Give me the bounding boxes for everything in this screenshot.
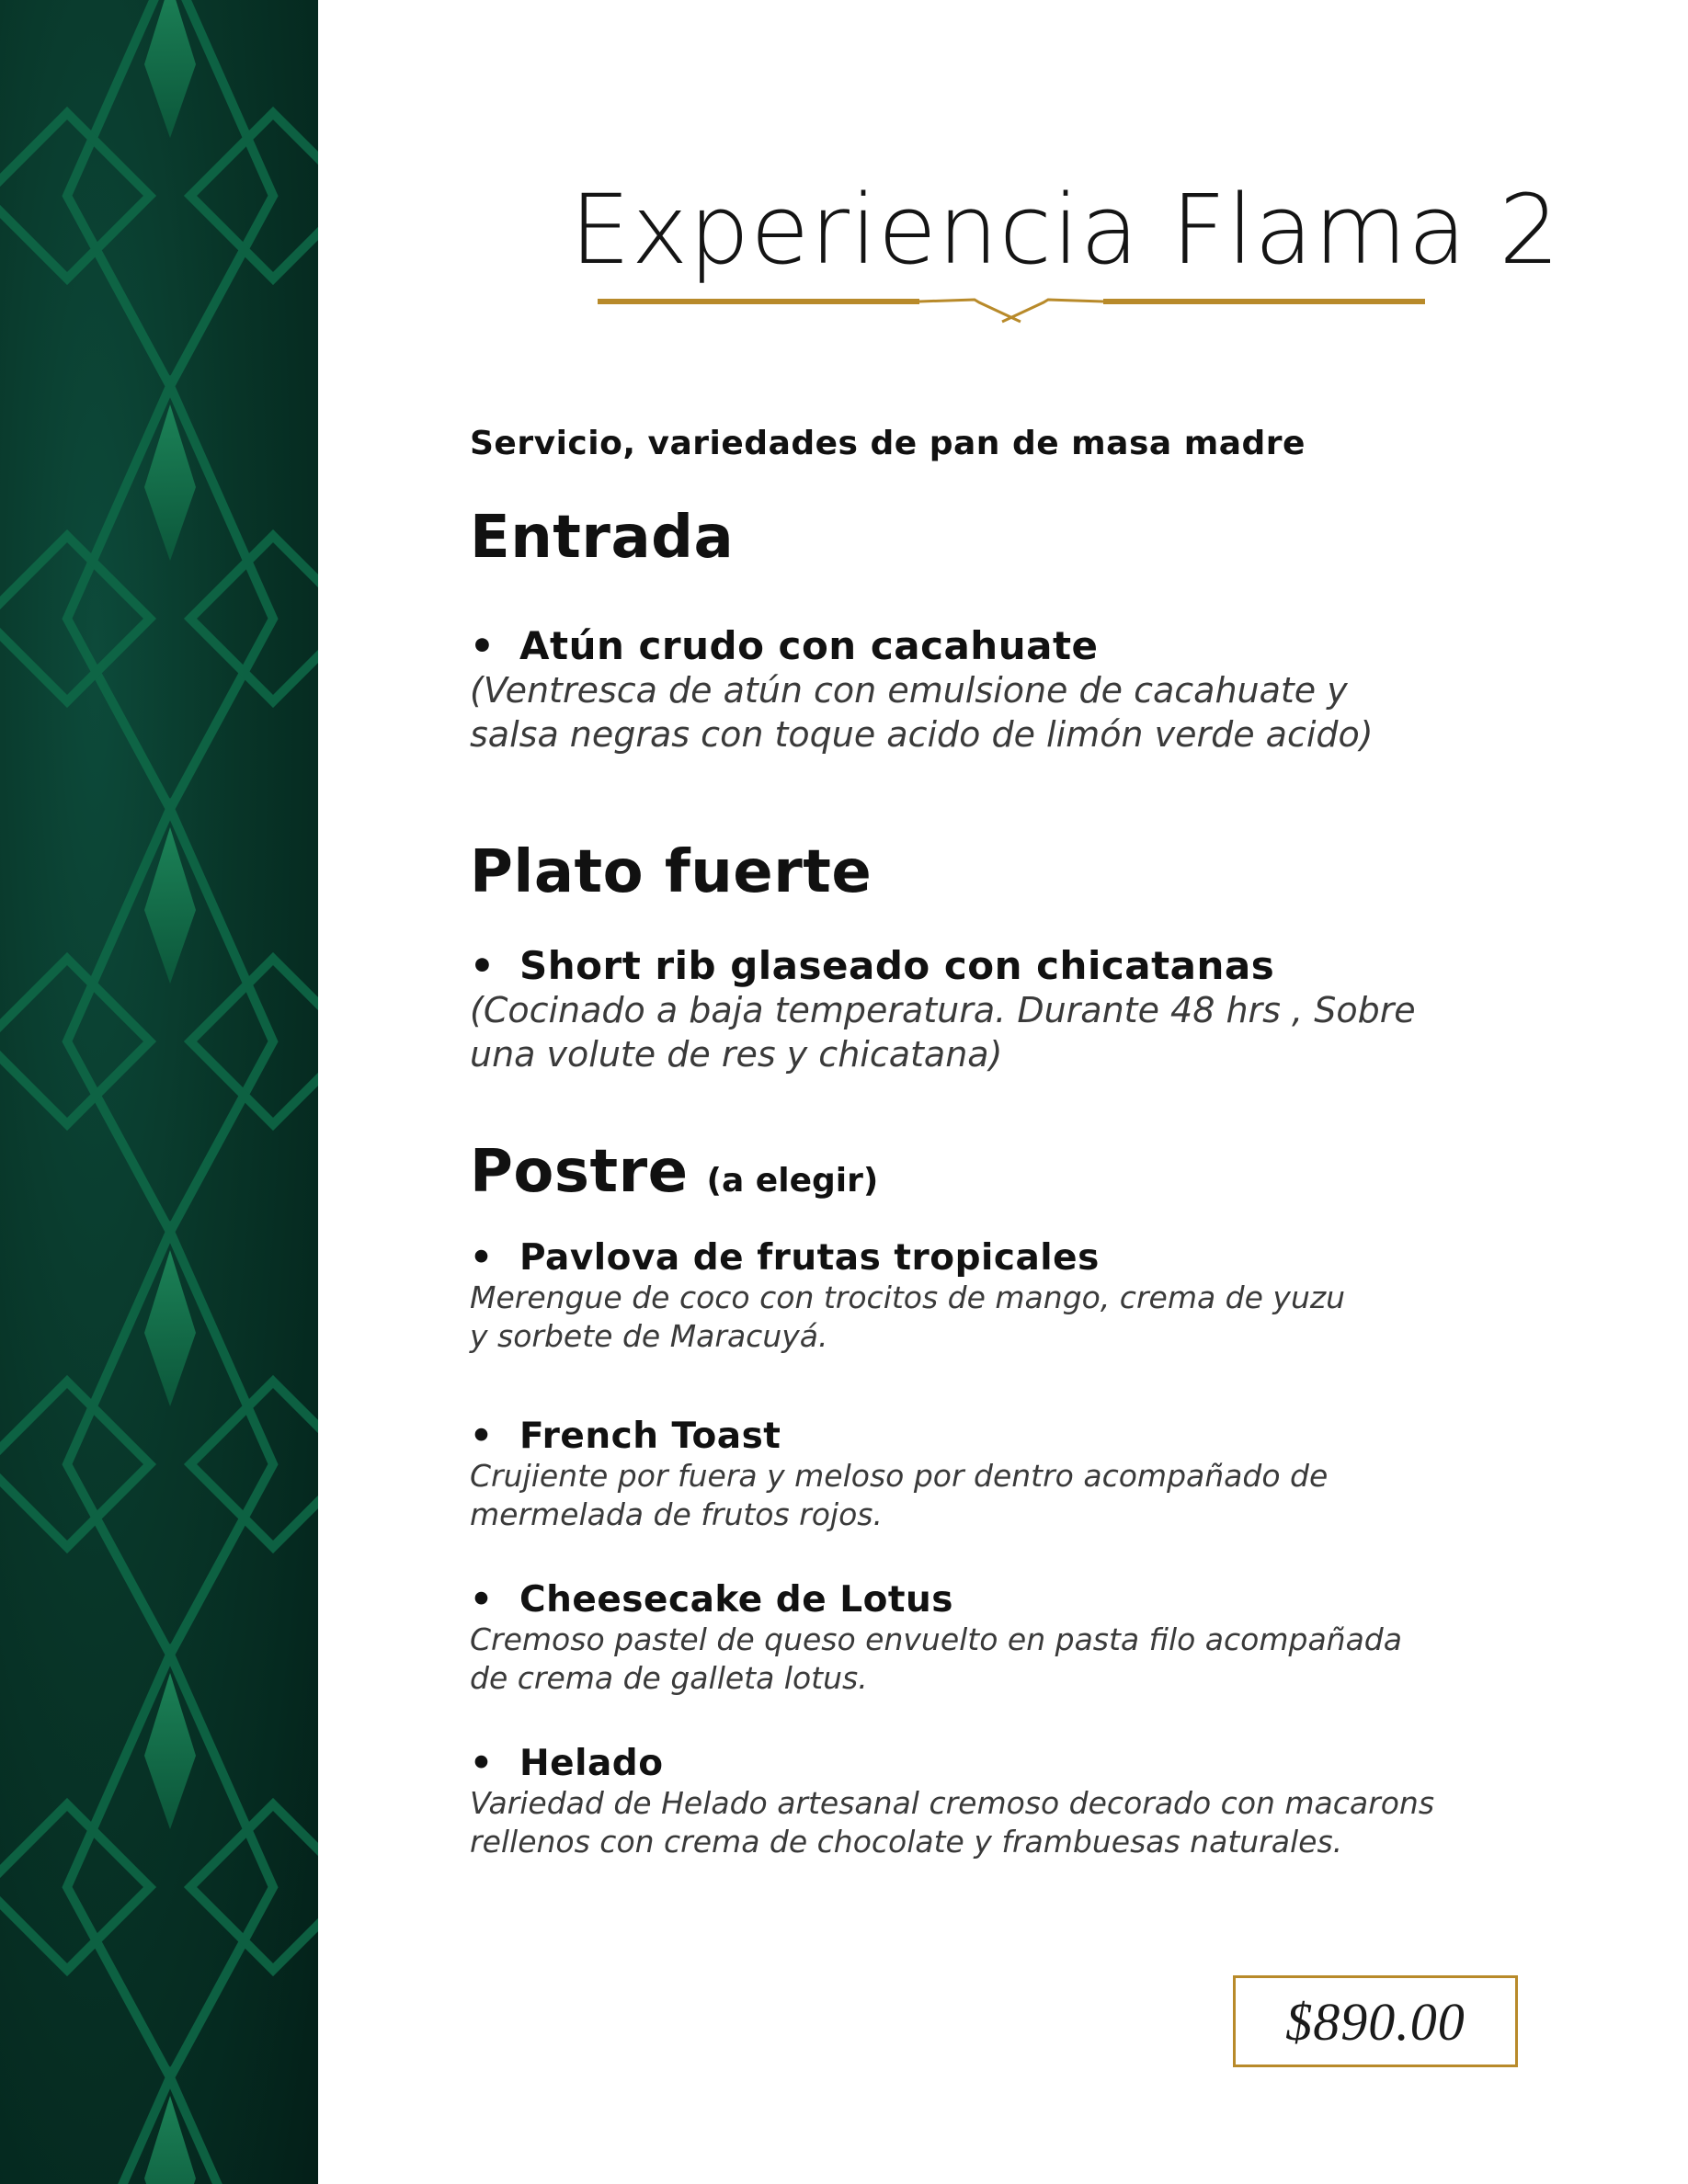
service-note: Servicio, variedades de pan de masa madre [470, 425, 1306, 462]
item-heading [470, 1579, 1481, 1621]
menu-title: Experiencia Flama 2 [570, 174, 1561, 286]
description-line: y sorbete de Maracuyá. [470, 1318, 828, 1354]
title-underline-ornament [588, 290, 1434, 327]
menu-item [470, 943, 1481, 1076]
bullet-icon: • [470, 1237, 494, 1279]
section-title-entrada: Entrada [470, 504, 735, 572]
menu-item [470, 1743, 1481, 1861]
item-name: French Toast [519, 1416, 781, 1457]
section-heading-postre [470, 1138, 1481, 1206]
bullet-icon: • [470, 623, 496, 668]
item-description: Crujiente por fuera y meloso por dentro acompañado de mermelada de frutos rojos. [470, 1458, 1329, 1532]
item-heading [470, 623, 1481, 668]
menu-item [470, 623, 1481, 756]
price-box [1233, 1975, 1518, 2067]
item-heading [470, 1416, 1481, 1457]
item-description: (Ventresca de atún con emulsione de cacahuate y salsa negras con toque acido de limón verde acido) [470, 670, 1374, 755]
price: $890.00 [1285, 1991, 1466, 2052]
item-name: Cheesecake de Lotus [519, 1579, 954, 1621]
item-name: Pavlova de frutas tropicales [519, 1237, 1100, 1279]
section-title-postre: Postre [470, 1138, 689, 1206]
diamond-lattice-pattern [0, 0, 318, 2184]
item-description: Variedad de Helado artesanal cremoso decorado con macarons rellenos con crema de chocolate y frambuesas naturales. [470, 1785, 1435, 1860]
item-heading [470, 1743, 1481, 1784]
menu-item [470, 1237, 1481, 1356]
description-line: Merengue de coco con trocitos de mango, crema de yuzu [470, 1280, 1346, 1315]
item-name: Short rib glaseado con chicatanas [519, 943, 1275, 988]
side-decorative-panel [0, 0, 318, 2184]
item-heading [470, 943, 1481, 988]
bullet-icon: • [470, 1416, 494, 1457]
item-description [470, 1279, 1481, 1356]
bullet-icon: • [470, 1579, 494, 1621]
item-name: Atún crudo con cacahuate [519, 623, 1099, 668]
section-title-plato-fuerte: Plato fuerte [470, 838, 873, 906]
bullet-icon: • [470, 943, 496, 988]
item-description: Cremoso pastel de queso envuelto en pasta filo acompañada de crema de galleta lotus. [470, 1621, 1402, 1696]
bullet-icon: • [470, 1743, 494, 1784]
item-heading [470, 1237, 1481, 1279]
section-note: (a elegir) [706, 1162, 879, 1200]
menu-item [470, 1416, 1481, 1534]
item-description: (Cocinado a baja temperatura. Durante 48 hrs , Sobre una volute de res y chicatana) [470, 990, 1416, 1075]
item-name: Helado [519, 1743, 664, 1784]
menu-item [470, 1579, 1481, 1698]
